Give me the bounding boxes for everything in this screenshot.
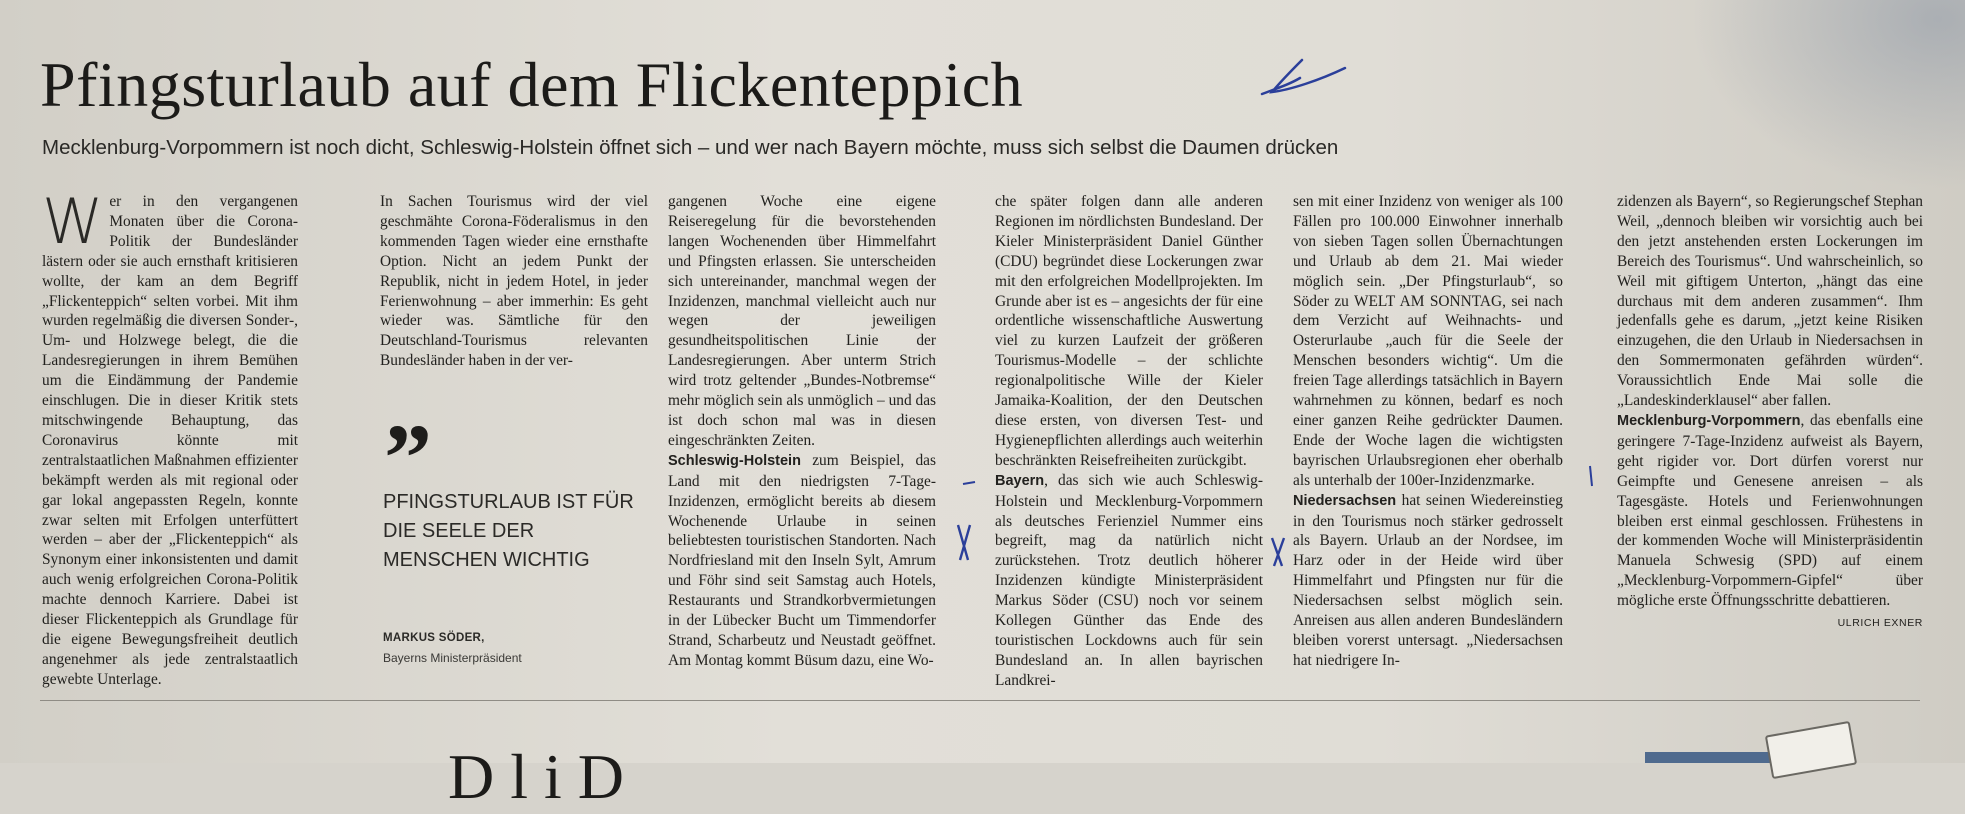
pen-mark-col3 — [958, 525, 970, 560]
article-headline: Pfingsturlaub auf dem Flickenteppich — [40, 49, 1024, 120]
section-lead-niedersachsen: Niedersachsen — [1293, 492, 1397, 509]
column-5-text-b: hat seinen Wiedereinstieg in den Tourismus noch stärker gedrosselt als Bayern. Urlaub an der Nordsee, im Harz oder in der Heide wird über Himmelfahrt und Pfingsten nur für die Niedersachsen selbst möglich sein. Anreisen aus allen anderen Bundesländern bleiben vorerst untersagt. „Niedersachsen hat niedrigere In- — [1293, 491, 1563, 669]
pull-quote-author: MARKUS SÖDER, — [383, 632, 485, 644]
next-article-headline: D l i D — [448, 741, 624, 812]
drop-cap: W — [42, 185, 104, 258]
pen-mark-col4 — [1272, 538, 1284, 566]
bracket-pen-mark-col3 — [963, 482, 975, 484]
column-6-text-b: , das ebenfalls eine geringere 7-Tage-Inzidenz aufweist als Bayern, geht rigider vor. Dort dürfen vorerst nur Geimpfte und Genesene anreisen – als Tagesgäste. Hotels und Ferienwohnungen bleiben erst einmal geschlossen. Frühestens in der kommenden Woche will Ministerpräsidentin Manuela Schwesig (SPD) auf einem „Mecklenburg-Vorpommern-Gipfel“ über mögliche erste Öffnungsschritte debattieren. — [1617, 411, 1923, 610]
column-6-text-a: zidenzen als Bayern“, so Regierungschef Stephan Weil, „dennoch bleiben wir vorsichtig auch bei den jetzt anstehenden ersten Lockerungen im Bereich des Tourismus“. Und wahrscheinlich, so Weil mit giftigem Unterton, „hängt das eine durchaus mit dem anderen zusammen“. Ihm jedenfalls gehe es darum, „jetzt keine Risiken einzugehen, die den Urlaub in Niedersachsen in den Sommermonaten gefährden würden“. Voraussichtlich Ende Mai solle die „Landeskinderklausel“ aber fallen. — [1617, 193, 1923, 410]
bracket-pen-mark-col5 — [1590, 466, 1592, 486]
column-5-text-a: sen mit einer Inzidenz von weniger als 100 Fällen pro 100.000 Einwohner innerhalb von sieben Tagen sollen Übernachtungen und Urlaub ab dem 21. Mai wieder möglich sein. „Der Pfingsturlaub“, so Söder zu WELT AM SONNTAG, sei nach dem Verzicht auf Weihnachts- und Osterurlaube „auch für die Seele der Menschen besonders wichtig“. Um die freien Tage allerdings tatsächlich in Bayern wahrnehmen zu können, bedarf es noch einer ganzen Reihe gedrückter Daumen. Ende der Woche lagen die wichtigsten bayrischen Urlaubsregionen eher oberhalb als unterhalb der 100er-Inzidenzmarke. — [1293, 193, 1563, 489]
checkmark-pen-mark — [1262, 60, 1345, 94]
section-lead-mecklenburg-vorpommern: Mecklenburg-Vorpommern — [1617, 412, 1801, 429]
column-4-text-a: che später folgen dann alle anderen Regionen im nördlichsten Bundesland. Der Kieler Ministerpräsident Daniel Günther (CDU) begründet diese Lockerungen zwar mit den erfolgreichen Modellprojekten. Im Grunde aber ist es – angesichts der für eine ordentliche wissenschaftliche Auswertung viel zu kurzen Laufzeit der größeren Tourismus-Modelle – der schlichte regionalpolitische Wille der Kieler Jamaika-Koalition, der den Deutschen diese ersten, von diversen Test- und Hygienepflichten allerdings auch weiterhin beschränkten Reisefreiheiten zurückgibt. — [995, 193, 1263, 469]
column-1-text: er in den vergangenen Monaten über die Corona-Politik der Bundesländer lästern oder sie auch ernsthaft kritisieren wollte, der kam an dem Begriff „Flickenteppich“ selten vorbei. Mit ihm wurden regelmäßig die diversen Sonder-, Um- und Holzwege belegt, die die Landesregierungen in ihrem Bemühen um die Eindämmung der Pandemie einschlugen. Die in dieser Kritik stets mitschwingende Behauptung, das Coronavirus könnte mit zentralstaatlichen Maßnahmen effizienter bekämpft werden als mit regional oder gar lokal angepassten Regeln, konnte zwar selten mit Erfolgen unterfüttert werden – aber der „Flickenteppich“ als Synonym einer inkonsistenten und damit auch wenig erfolgreichen Corona-Politik machte dennoch Karriere. Dabei ist dieser Flickenteppich als Grundlage für die eigene Bewegungsfreiheit deutlich angenehmer als jede zentralstaatlich gewebte Unterlage. — [42, 193, 298, 688]
article-author: ULRICH EXNER — [1837, 617, 1923, 630]
pull-quote-role: Bayerns Ministerpräsident — [383, 651, 522, 665]
column-4-text-b: , das sich wie auch Schleswig-Holstein und Mecklenburg-Vorpommern als deutsches Ferienziel Nummer eins begreift, mag da natürlich nicht zurückstehen. Trotz deutlich höherer Inzidenzen kündigte Ministerpräsident Markus Söder (CSU) noch vor seinem Kollegen Günther das Ende des touristischen Lockdowns auch für sein Bundesland an. In allen bayrischen Landkrei- — [995, 471, 1263, 689]
quote-mark-icon: ” — [384, 404, 432, 511]
section-lead-bayern: Bayern — [995, 472, 1045, 489]
article-subhead: Mecklenburg-Vorpommern ist noch dicht, Schleswig-Holstein öffnet sich – und wer nach Bayern möchte, muss sich selbst die Daumen drücken — [42, 136, 1339, 159]
section-lead-schleswig-holstein: Schleswig-Holstein — [668, 452, 801, 469]
pull-quote: PFINGSTURLAUB IST FÜR DIE SEELE DER MENSCHEN WICHTIG — [383, 491, 634, 571]
column-3-text-b: zum Beispiel, das Land mit den niedrigsten 7-Tage-Inzidenzen, ermöglicht bereits ab diesem Wochenende Urlaube in seinen beliebtesten touristischen Standorten. Nach Nordfriesland mit den Inseln Sylt, Amrum und Föhr sind seit Samstag auch Hotels, Restaurants und Strandkorbvermietungen in der Lübecker Bucht um Timmendorfer Strand, Scharbeutz und Neustadt geöffnet. Am Montag kommt Büsum dazu, eine Wo- — [668, 451, 936, 669]
column-2-text: In Sachen Tourismus wird der viel geschmähte Corona-Föderalismus in den kommenden Tagen wieder eine ernsthafte Option. Nicht an jedem Punkt der Republik, nicht in jedem Hotel, in jeder Ferienwohnung – aber immerhin: Es geht wieder was. Sämtliche für den Deutschland-Tourismus relevanten Bundesländer haben in der ver- — [380, 193, 648, 370]
column-3-text-a: gangenen Woche eine eigene Reiseregelung für die bevorstehenden langen Wochenenden über Himmelfahrt und Pfingsten erlassen. Sie unterscheiden sich untereinander, manchmal wegen der Inzidenzen, manchmal vielleicht auch nur wegen der jeweiligen gesundheitspolitischen Linie der Landesregierungen. Aber unterm Strich wird trotz geltender „Bundes-Notbremse“ mehr möglich sein als unmöglich – und das ist doch schon mal was in diesen eingeschränkten Zeiten. — [668, 193, 937, 449]
